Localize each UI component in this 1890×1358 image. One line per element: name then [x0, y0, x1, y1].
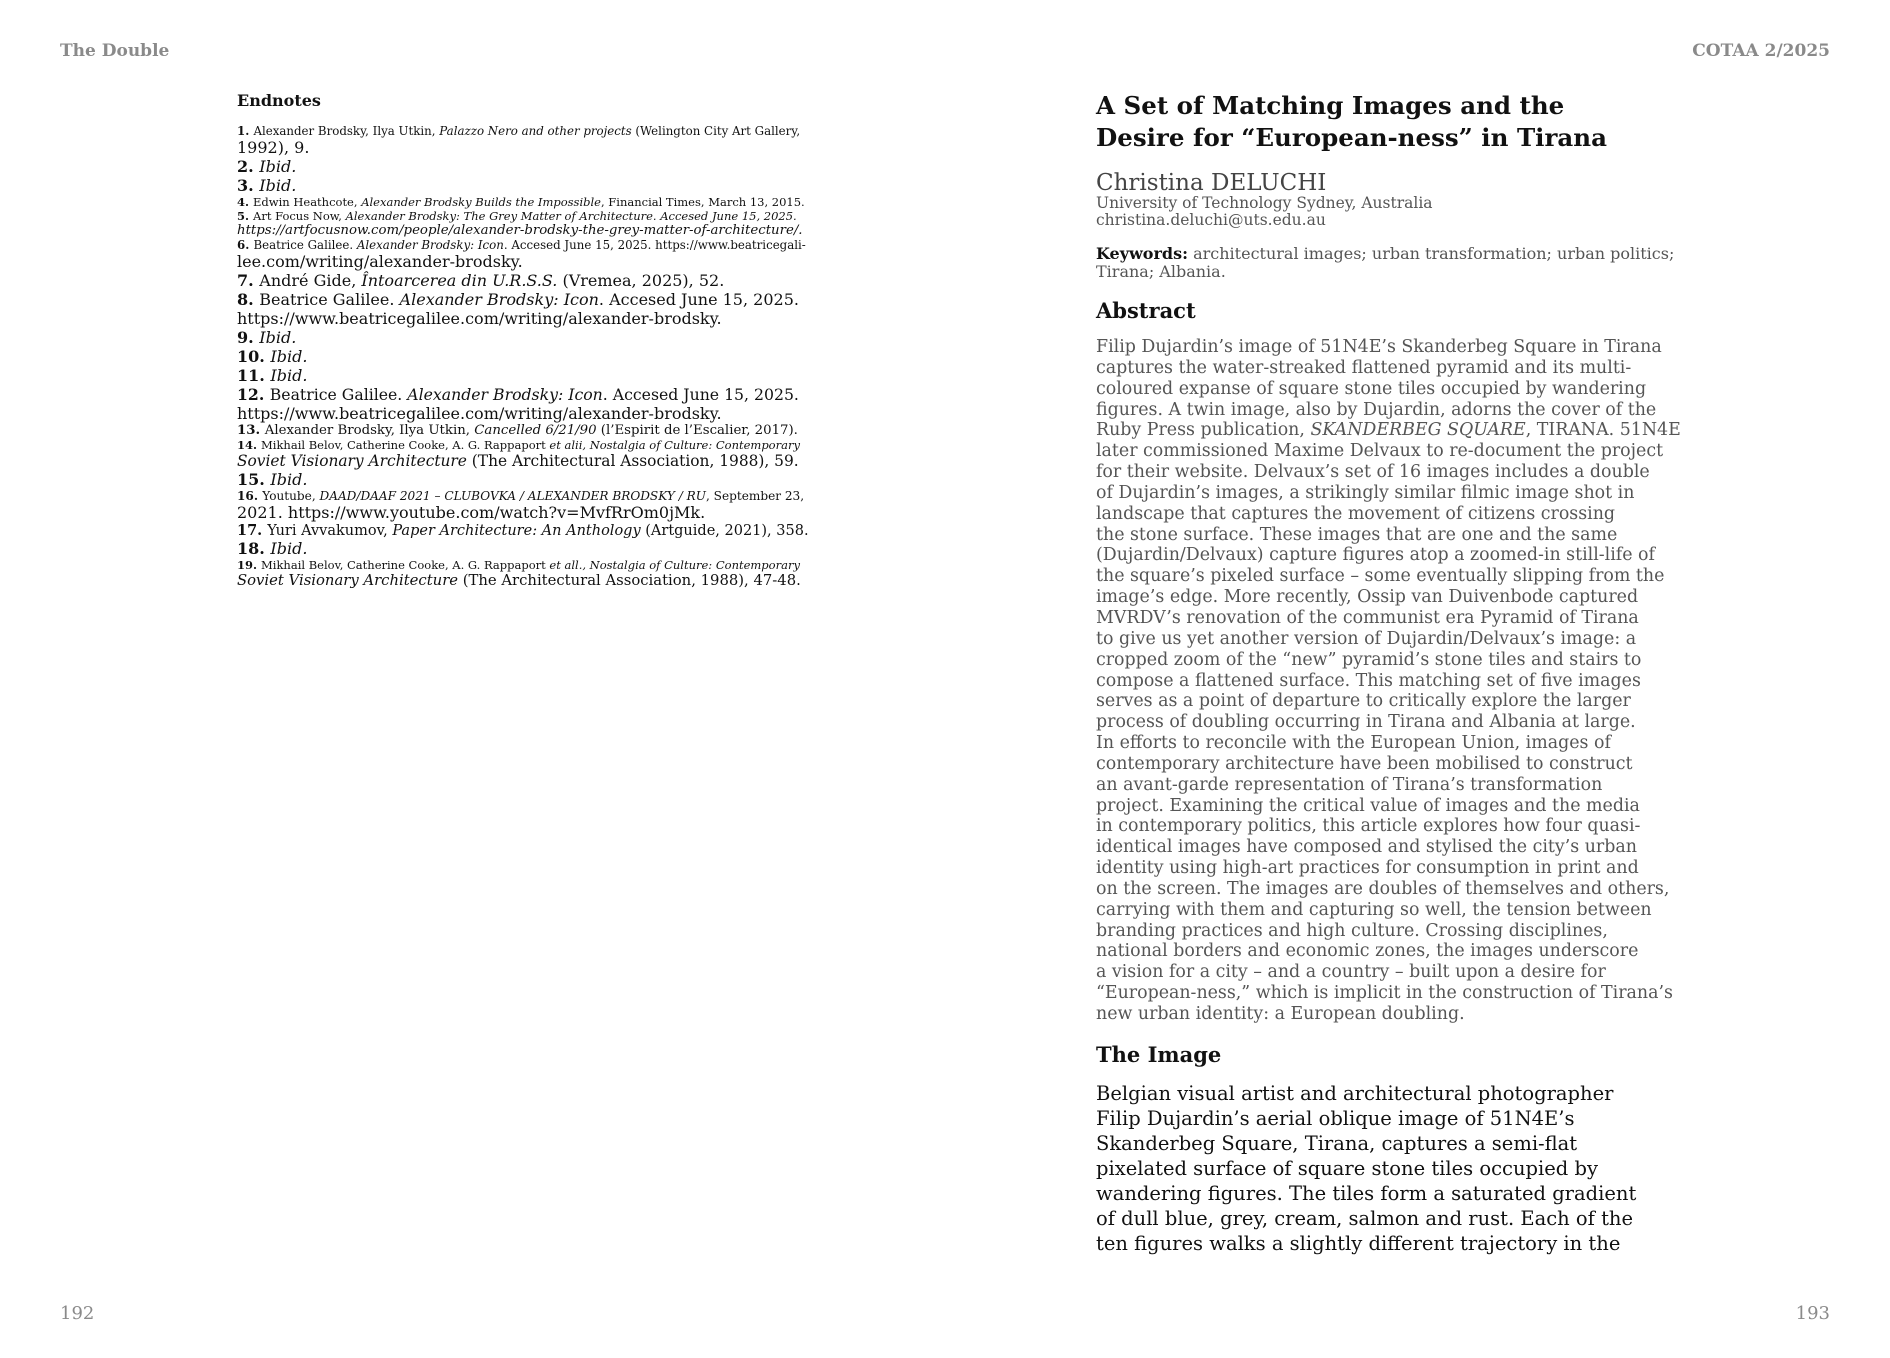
text-segment: Ibid. — [270, 347, 308, 366]
abstract-heading: Abstract — [1096, 298, 1196, 323]
text-segment: 15. — [237, 470, 271, 489]
text-segment: Soviet Visionary Architecture — [237, 452, 467, 470]
endnote-line — [237, 290, 809, 309]
text-segment: 8. — [237, 290, 260, 309]
body-text — [1096, 1081, 1696, 1256]
text-segment: a vision for a city – and a country – built upon a desire for — [1096, 962, 1606, 983]
keywords-text: Tirana; Albania. — [1096, 262, 1226, 281]
text-segment: Soviet Visionary Architecture — [237, 572, 459, 589]
text-segment: an avant-garde representation of Tirana’s transformation — [1096, 774, 1603, 795]
text-segment: Youtube, — [262, 489, 320, 503]
text-segment: André Gide, — [259, 271, 362, 290]
text-segment: . Accesed June 15, 2025. — [602, 385, 799, 404]
text-segment: 17. — [237, 522, 268, 539]
text-segment: Palazzo Nero and other projects — [439, 124, 632, 138]
endnote-line — [237, 503, 809, 522]
text-segment: 4. — [237, 195, 254, 209]
text-segment: the stone surface. These images that are one and the same — [1096, 524, 1618, 545]
abstract-line — [1096, 483, 1696, 504]
text-segment: later commissioned Maxime Delvaux to re-document the project — [1096, 441, 1664, 462]
abstract-line — [1096, 733, 1696, 754]
text-segment: “European-ness,” which is implicit in the construction of Tirana’s — [1096, 983, 1673, 1004]
text-segment: , September 23, — [705, 489, 805, 503]
text-segment: https://www.beatricegalilee.com/writing/alexander-brodsky. — [237, 309, 722, 328]
text-segment: 1. — [237, 124, 254, 138]
text-segment: Alexander Brodsky: The Grey Matter of Architecture. Accesed June 15, 2025. — [345, 209, 797, 223]
endnote-line — [237, 238, 809, 252]
text-segment: captures the water-streaked flattened pyramid and its multi- — [1096, 357, 1632, 378]
text-segment: 14. — [237, 438, 262, 452]
text-segment: 2021. https://www.youtube.com/watch?v=MvfRrOm0jMk. — [237, 503, 706, 522]
text-segment: 16. — [237, 489, 263, 503]
text-segment: . Accesed June 15, 2025. https://www.beatricegali- — [503, 238, 806, 252]
text-segment: et all., Nostalgia of Culture: Contemporary — [549, 558, 800, 572]
text-segment: lee.com/writing/alexander-brodsky. — [237, 252, 523, 271]
abstract-line — [1096, 1004, 1696, 1025]
abstract-line — [1096, 379, 1696, 400]
text-segment: https://artfocusnow.com/people/alexander-brodsky-the-grey-matter-of-architecture/. — [237, 223, 803, 238]
abstract-line — [1096, 796, 1696, 817]
endnote-line — [237, 176, 809, 195]
keywords-text: architectural images; urban transformation; urban politics; — [1188, 244, 1675, 263]
text-segment: Cancelled 6/21/90 — [474, 423, 597, 438]
abstract-line — [1096, 671, 1696, 692]
text-segment: Alexander Brodsky Builds the Impossible — [361, 195, 601, 209]
text-segment: Filip Dujardin’s image of 51N4E’s Skanderbeg Square in Tirana — [1096, 337, 1662, 357]
text-segment: 13. — [237, 423, 265, 438]
endnote-line — [237, 558, 809, 572]
text-segment: carrying with them and capturing so well, the tension between — [1096, 899, 1652, 920]
endnote-line — [237, 328, 809, 347]
text-segment: the square’s pixeled surface – some eventually slipping from the — [1096, 566, 1665, 587]
endnote-line — [237, 470, 809, 489]
text-segment: contemporary architecture have been mobilised to construct — [1096, 753, 1633, 774]
text-segment: (Dujardin/Delvaux) capture figures atop a zoomed-in still-life of — [1096, 545, 1655, 566]
text-segment: Mikhail Belov, Catherine Cooke, A. G. Rappaport — [261, 558, 550, 572]
endnote-line — [237, 195, 809, 209]
abstract-line — [1096, 775, 1696, 796]
article-title-line: A Set of Matching Images and the — [1096, 91, 1565, 120]
article-title-line: Desire for “European-ness” in Tirana — [1096, 123, 1607, 152]
text-segment: Întoarcerea din U.R.S.S. — [361, 271, 558, 290]
text-segment: figures. A twin image, also by Dujardin, adorns the cover of the — [1096, 399, 1657, 420]
endnote-line — [237, 404, 809, 423]
abstract-line — [1096, 691, 1696, 712]
abstract-text — [1096, 337, 1696, 1025]
abstract-line — [1096, 712, 1696, 733]
abstract-line — [1096, 566, 1696, 587]
text-segment: , TIRANA. 51N4E — [1525, 420, 1681, 441]
text-segment: et alii, Nostalgia of Culture: Contemporary — [549, 438, 800, 452]
text-segment: 18. — [237, 539, 271, 558]
running-header-left: The Double — [60, 41, 170, 61]
text-segment: MVRDV’s renovation of the communist era Pyramid of Tirana — [1096, 607, 1639, 628]
text-segment: image’s edge. More recently, Ossip van Duivenbode captured — [1096, 587, 1639, 608]
abstract-line — [1096, 983, 1696, 1004]
article-title — [1096, 90, 1656, 154]
endnotes-section — [237, 92, 809, 589]
abstract-line — [1096, 816, 1696, 837]
text-segment: . Accesed June 15, 2025. — [598, 290, 799, 309]
text-segment: project. Examining the critical value of images and the media — [1096, 795, 1640, 816]
text-segment: on the screen. The images are doubles of themselves and others, — [1096, 878, 1670, 899]
endnote-line — [237, 223, 809, 238]
abstract-line — [1096, 650, 1696, 671]
endnotes-list — [237, 124, 809, 589]
text-segment: cropped zoom of the “new” pyramid’s stone tiles and stairs to — [1096, 649, 1642, 670]
text-segment: Alexander Brodsky: Icon — [399, 290, 599, 309]
body-line: Belgian visual artist and architectural photographer — [1096, 1081, 1614, 1105]
text-segment: 11. — [237, 366, 271, 385]
text-segment: Ibid. — [270, 539, 308, 558]
body-line: ten figures walks a slightly different trajectory in the — [1096, 1231, 1621, 1255]
text-segment: Alexander Brodsky: Icon — [356, 238, 504, 252]
text-segment: Alexander Brodsky, Ilya Utkin, — [264, 423, 475, 438]
text-segment: 19. — [237, 558, 262, 572]
abstract-line — [1096, 900, 1696, 921]
abstract-line — [1096, 837, 1696, 858]
text-segment: 7. — [237, 271, 260, 290]
abstract-line — [1096, 941, 1696, 962]
text-segment: branding practices and high culture. Crossing disciplines, — [1096, 920, 1608, 941]
text-segment: national borders and economic zones, the images underscore — [1096, 941, 1639, 962]
text-segment: identity using high-art practices for consumption in print and — [1096, 858, 1639, 879]
text-segment: new urban identity: a European doubling. — [1096, 1004, 1465, 1024]
text-segment: Ibid. — [259, 328, 297, 347]
text-segment: In efforts to reconcile with the European Union, images of — [1096, 733, 1611, 754]
page-number-left: 192 — [60, 1303, 95, 1324]
endnote-line — [237, 423, 809, 438]
abstract-line — [1096, 400, 1696, 421]
endnote-line — [237, 452, 809, 470]
text-segment: Beatrice Galilee. — [269, 385, 408, 404]
abstract-line — [1096, 754, 1696, 775]
endnote-line — [237, 438, 809, 452]
text-segment: (Artguide, 2021), 358. — [640, 523, 809, 539]
endnote-line — [237, 385, 809, 404]
endnote-line — [237, 309, 809, 328]
text-segment: https://www.beatricegalilee.com/writing/alexander-brodsky. — [237, 404, 722, 423]
text-segment: 3. — [237, 176, 260, 195]
abstract-line — [1096, 608, 1696, 629]
abstract-line — [1096, 879, 1696, 900]
abstract-line — [1096, 358, 1696, 379]
text-segment: 10. — [237, 347, 271, 366]
author-affiliation: University of Technology Sydney, Australia — [1096, 194, 1433, 212]
endnote-line — [237, 157, 809, 176]
abstract-line — [1096, 525, 1696, 546]
text-segment: Ibid. — [259, 176, 297, 195]
endnotes-title: Endnotes — [237, 91, 321, 110]
text-segment: (Vremea, 2025), 52. — [557, 271, 725, 290]
endnote-line — [237, 572, 809, 589]
text-segment: of Dujardin’s images, a strikingly similar filmic image shot in — [1096, 482, 1635, 503]
text-segment: 5. — [237, 209, 254, 223]
text-segment: Edwin Heathcote, — [253, 195, 362, 209]
text-segment: Beatrice Galilee. — [253, 238, 357, 252]
text-segment: compose a flattened surface. This matching set of five images — [1096, 670, 1641, 691]
text-segment: (l’Espirit de l’Escalier, 2017). — [596, 423, 798, 438]
text-segment: 9. — [237, 328, 260, 347]
text-segment: 2. — [237, 157, 260, 176]
abstract-line — [1096, 962, 1696, 983]
endnote-line — [237, 124, 809, 138]
text-segment: 6. — [237, 238, 254, 252]
text-segment: Ibid. — [259, 157, 297, 176]
text-segment: Mikhail Belov, Catherine Cooke, A. G. Rappaport — [261, 438, 550, 452]
text-segment: serves as a point of departure to critically explore the larger — [1096, 691, 1631, 712]
endnote-line — [237, 522, 809, 539]
text-segment: 12. — [237, 385, 270, 404]
author-name: Christina DELUCHI — [1096, 170, 1327, 196]
abstract-line — [1096, 921, 1696, 942]
image-section-heading: The Image — [1096, 1041, 1222, 1067]
text-segment: Art Focus Now, — [253, 209, 346, 223]
abstract-line — [1096, 462, 1696, 483]
text-segment: (The Architectural Association, 1988), 47-48. — [458, 572, 801, 589]
text-segment: (The Architectural Association, 1988), 59. — [466, 452, 799, 470]
endnote-line — [237, 366, 809, 385]
text-segment: Ruby Press publication, — [1096, 420, 1311, 441]
endnote-line — [237, 252, 809, 271]
text-segment: for their website. Delvaux’s set of 16 images includes a double — [1096, 462, 1650, 483]
text-segment: coloured expanse of square stone tiles occupied by wandering — [1096, 378, 1647, 399]
abstract-line — [1096, 629, 1696, 650]
endnote-line — [237, 489, 809, 503]
abstract-line — [1096, 420, 1696, 441]
article-section — [1096, 90, 1696, 1256]
abstract-line — [1096, 337, 1696, 358]
endnote-line — [237, 271, 809, 290]
abstract-line — [1096, 504, 1696, 525]
text-segment: (Welington City Art Gallery, — [631, 124, 801, 138]
text-segment: Alexander Brodsky, Ilya Utkin, — [253, 124, 440, 138]
body-line: Filip Dujardin’s aerial oblique image of 51N4E’s — [1096, 1106, 1575, 1130]
body-line: Skanderbeg Square, Tirana, captures a semi-flat — [1096, 1131, 1578, 1155]
text-segment: Alexander Brodsky: Icon — [407, 385, 603, 404]
text-segment: landscape that captures the movement of citizens crossing — [1096, 503, 1616, 524]
text-segment: in contemporary politics, this article explores how four quasi- — [1096, 816, 1641, 837]
endnote-line — [237, 209, 809, 223]
abstract-line — [1096, 858, 1696, 879]
text-segment: Ibid. — [270, 366, 308, 385]
body-line: pixelated surface of square stone tiles occupied by — [1096, 1156, 1598, 1180]
endnote-line — [237, 347, 809, 366]
text-segment: to give us yet another version of Dujardin/Delvaux’s image: a — [1096, 628, 1637, 649]
author-email: christina.deluchi@uts.edu.au — [1096, 211, 1326, 229]
text-segment: Beatrice Galilee. — [259, 290, 400, 309]
page-number-right: 193 — [1795, 1303, 1830, 1324]
text-segment: Paper Architecture: An Anthology — [392, 523, 641, 539]
keywords — [1096, 244, 1675, 281]
text-segment: DAAD/DAAF 2021 – CLUBOVKA / ALEXANDER BRODSKY / RU — [319, 489, 706, 503]
running-header-right: COTAA 2/2025 — [1692, 41, 1830, 61]
body-line: of dull blue, grey, cream, salmon and rust. Each of the — [1096, 1206, 1634, 1230]
abstract-line — [1096, 441, 1696, 462]
text-segment: identical images have composed and stylised the city’s urban — [1096, 837, 1637, 858]
text-segment: , Financial Times, March 13, 2015. — [600, 195, 805, 209]
abstract-line — [1096, 545, 1696, 566]
text-segment: Ibid. — [270, 470, 308, 489]
text-segment: 1992), 9. — [237, 138, 310, 157]
text-segment: SKANDERBEG SQUARE — [1310, 420, 1526, 441]
text-segment: Yuri Avvakumov, — [267, 523, 393, 539]
text-segment: process of doubling occurring in Tirana and Albania at large. — [1096, 712, 1636, 733]
keywords-label: Keywords: — [1096, 244, 1189, 263]
abstract-line — [1096, 587, 1696, 608]
endnote-line — [237, 138, 809, 157]
body-line: wandering figures. The tiles form a saturated gradient — [1096, 1181, 1637, 1205]
endnote-line — [237, 539, 809, 558]
